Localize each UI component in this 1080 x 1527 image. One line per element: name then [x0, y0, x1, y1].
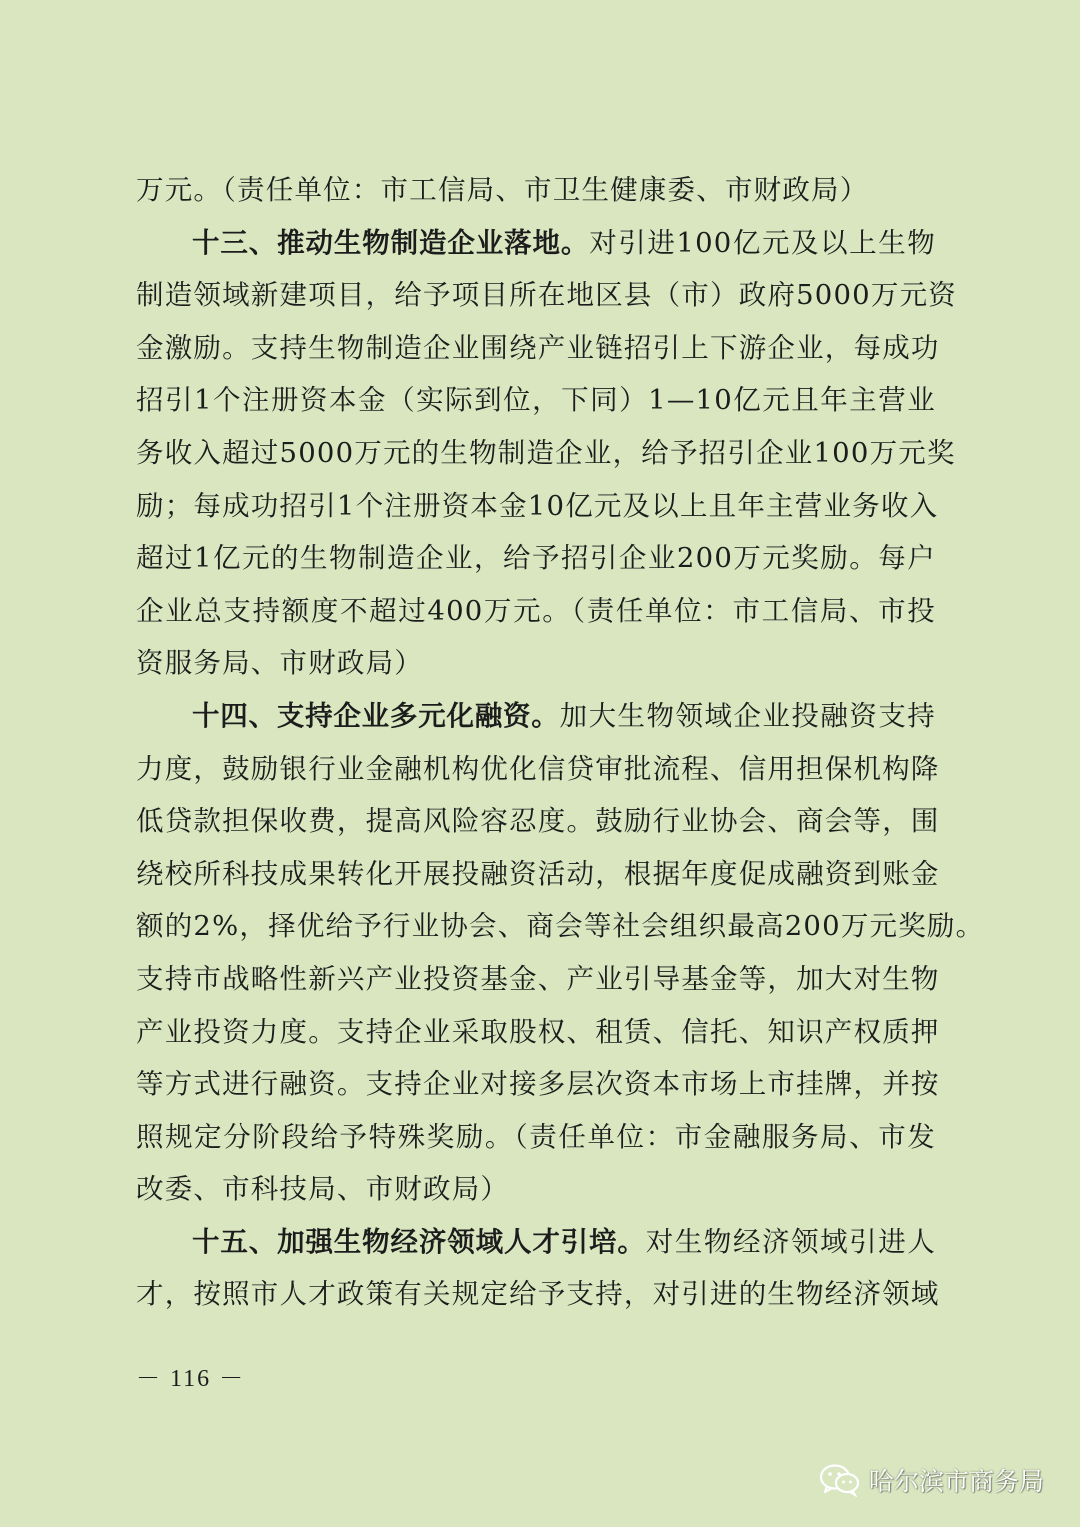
line-text: 对引进100亿元及以上生物 [589, 226, 937, 259]
account-watermark [819, 1462, 1044, 1498]
text-line: 招引1个注册资本金（实际到位，下同）1—10亿元且年主营业 [136, 384, 936, 417]
text-line: 资服务局、市财政局） [136, 647, 423, 680]
text-line: 超过1亿元的生物制造企业，给予招引企业200万元奖励。每户 [136, 542, 936, 575]
text-line: 支持市战略性新兴产业投资基金、产业引导基金等，加大对生物 [136, 962, 940, 995]
text-line: 力度，鼓励银行业金融机构优化信贷审批流程、信用担保机构降 [136, 752, 940, 785]
watermark-text: 哈尔滨市商务局 [868, 1467, 1044, 1496]
text-line: 额的2%，择优给予行业协会、商会等社会组织最高200万元奖励。 [136, 910, 985, 943]
text-line: 等方式进行融资。支持企业对接多层次资本市场上市挂牌，并按 [136, 1068, 940, 1101]
text-line: 低贷款担保收费，提高风险容忍度。鼓励行业协会、商会等，围 [136, 805, 940, 838]
text-line: 才，按照市人才政策有关规定给予支持，对引进的生物经济领域 [136, 1278, 940, 1311]
text-line: 金激励。支持生物制造企业围绕产业链招引上下游企业，每成功 [136, 331, 940, 364]
page-number: － 116 － [136, 1366, 246, 1392]
text-line: 照规定分阶段给予特殊奖励。（责任单位：市金融服务局、市发 [136, 1120, 936, 1153]
section-heading: 十四、支持企业多元化融资。 [192, 699, 560, 732]
text-line: 改委、市科技局、市财政局） [136, 1173, 510, 1206]
document-body [136, 164, 985, 1321]
text-line [136, 690, 936, 743]
text-line: 绕校所科技成果转化开展投融资活动，根据年度促成融资到账金 [136, 857, 940, 890]
text-line: 产业投资力度。支持企业采取股权、租赁、信托、知识产权质押 [136, 1015, 940, 1048]
section-heading: 十五、加强生物经济领域人才引培。 [192, 1225, 646, 1258]
text-line: 励；每成功招引1个注册资本金10亿元及以上且年主营业务收入 [136, 489, 939, 522]
text-line: 企业总支持额度不超过400万元。（责任单位：市工信局、市投 [136, 594, 936, 627]
wechat-icon [819, 1463, 861, 1497]
text-line: 制造领域新建项目，给予项目所在地区县（市）政府5000万元资 [136, 279, 957, 312]
text-line [136, 217, 936, 270]
text-line: 务收入超过5000万元的生物制造企业，给予招引企业100万元奖 [136, 436, 956, 469]
text-line: 万元。（责任单位：市工信局、市卫生健康委、市财政局） [136, 174, 869, 206]
text-line [136, 1216, 936, 1269]
section-heading: 十三、推动生物制造企业落地。 [192, 226, 590, 259]
line-text: 对生物经济领域引进人 [645, 1225, 937, 1258]
line-text: 加大生物领域企业投融资支持 [559, 699, 937, 732]
